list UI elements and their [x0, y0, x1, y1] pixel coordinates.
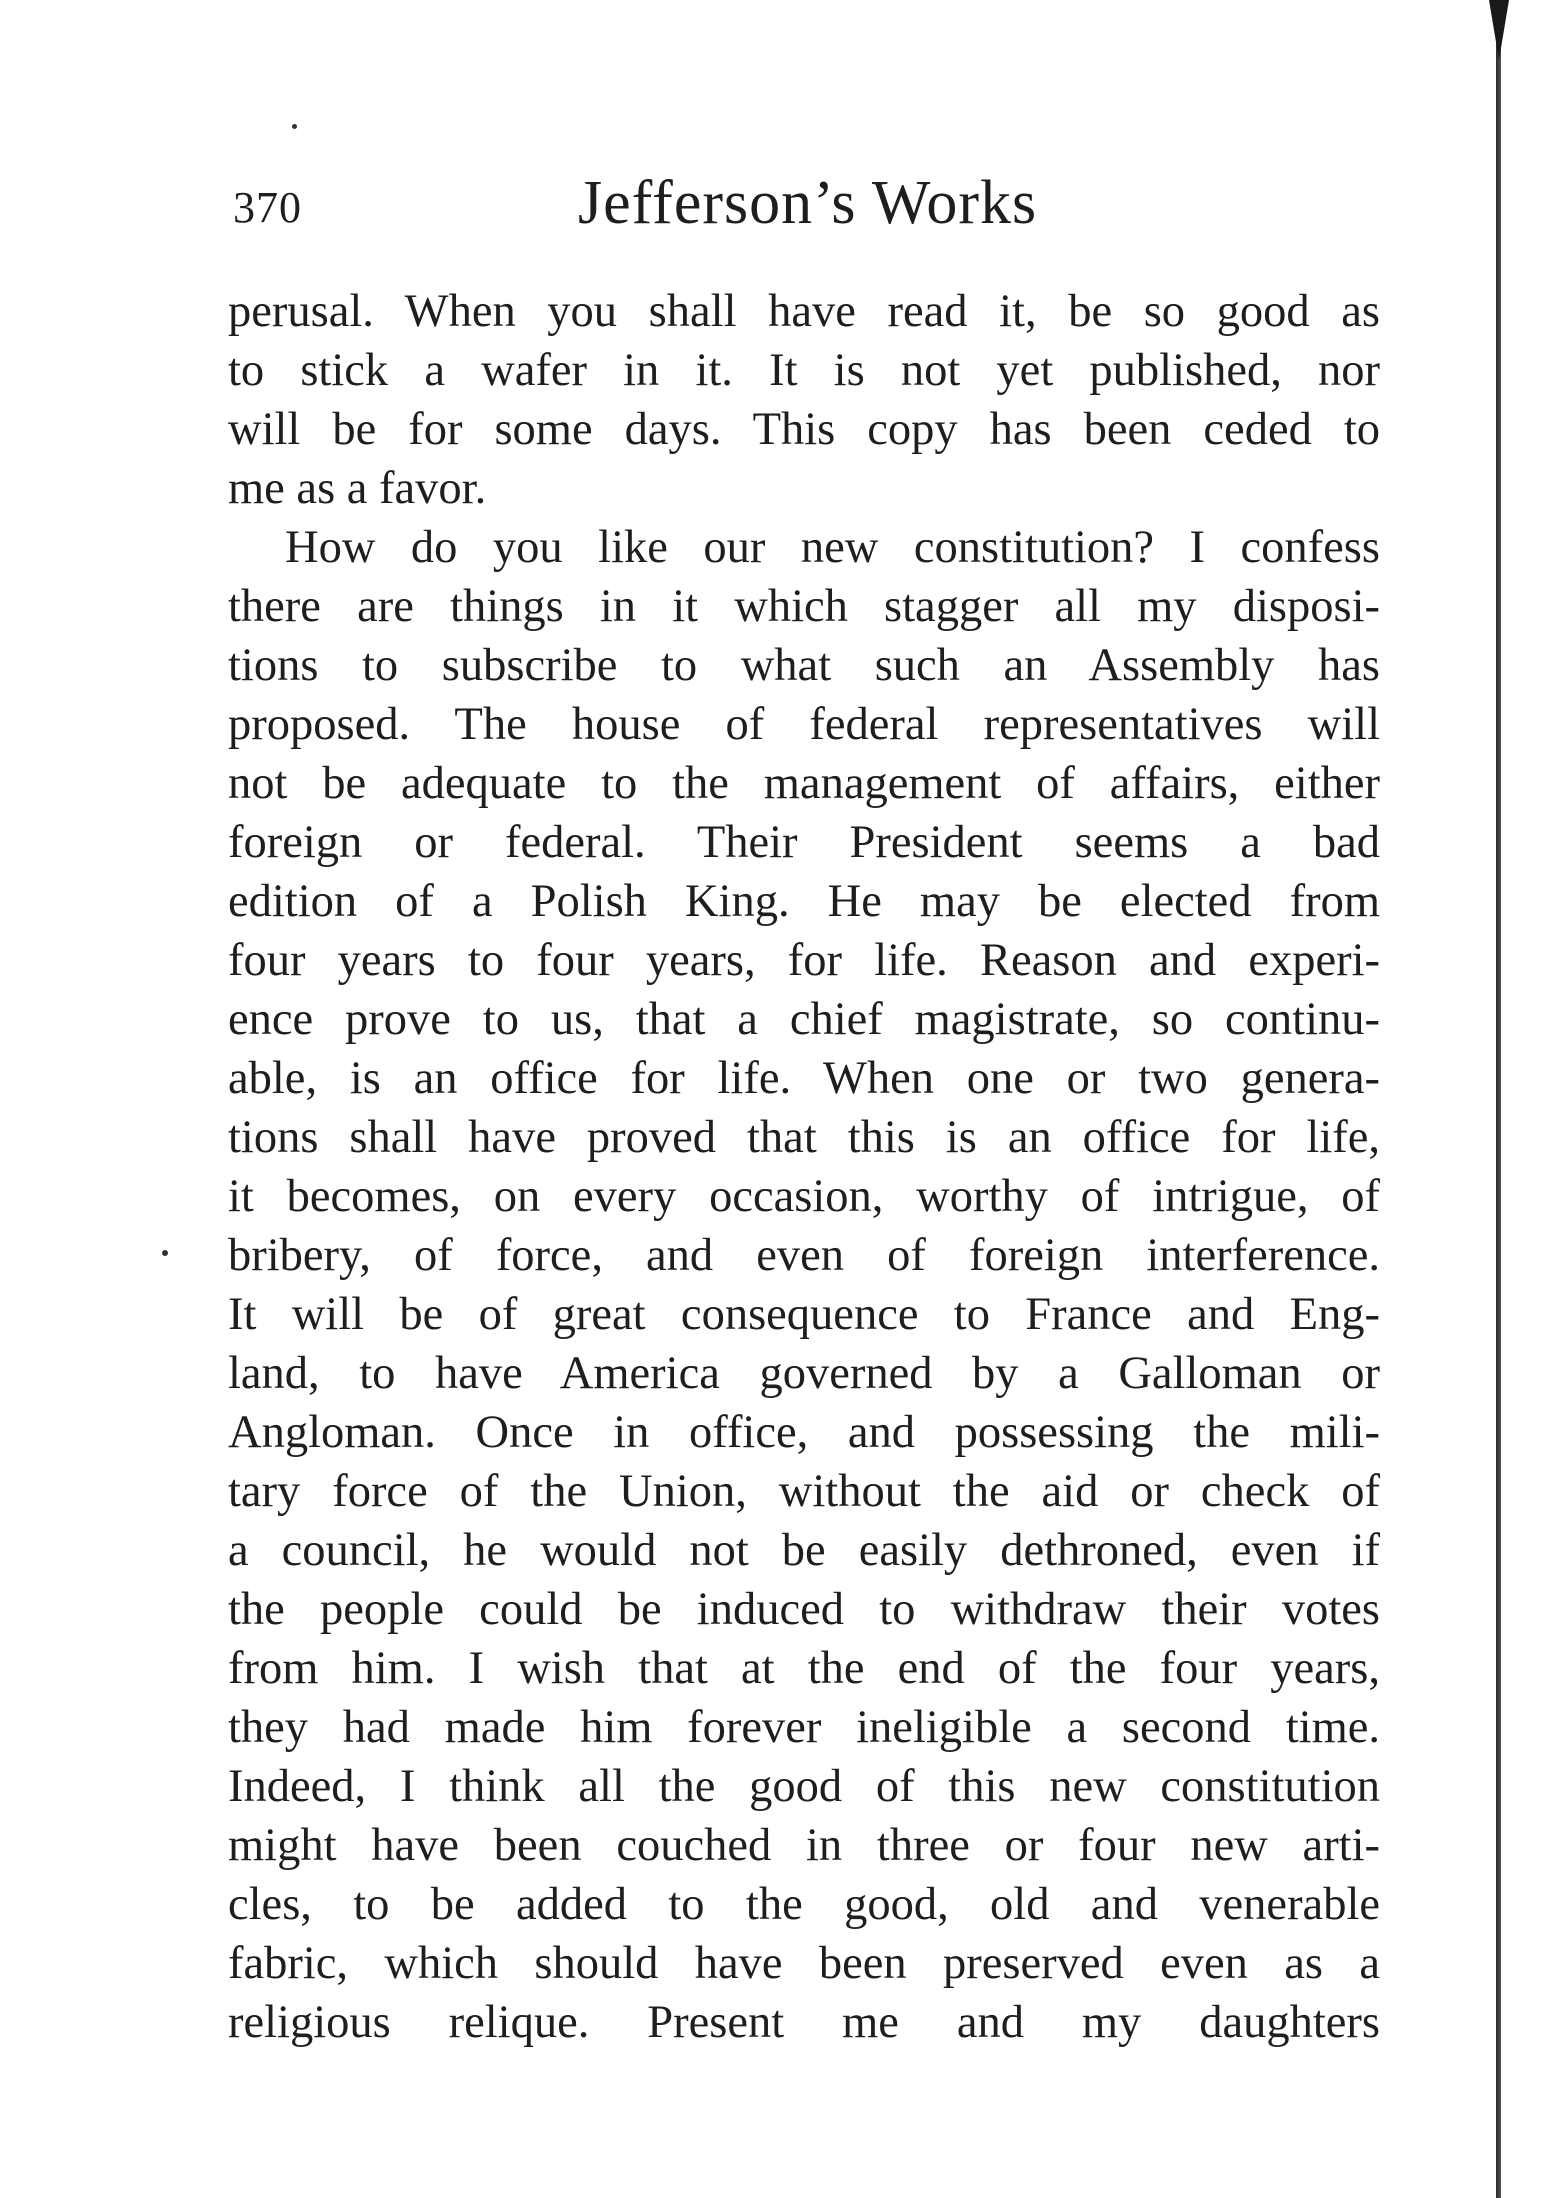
text-line: the people could be induced to withdraw their votes [228, 1584, 1380, 1635]
text-line: able, is an office for life. When one or two genera- [228, 1053, 1380, 1104]
text-line: perusal. When you shall have read it, be so good as [228, 286, 1380, 337]
running-head: Jefferson’s Works [578, 169, 1038, 237]
text-line: there are things in it which stagger all my disposi- [228, 581, 1380, 632]
text-line: Angloman. Once in office, and possessing the mili- [228, 1407, 1380, 1458]
text-line: cles, to be added to the good, old and venerable [228, 1879, 1380, 1930]
text-line: ence prove to us, that a chief magistrate, so continu- [228, 994, 1380, 1045]
text-line: proposed. The house of federal representatives will [228, 699, 1380, 750]
page-number: 370 [233, 183, 302, 232]
text-line: not be adequate to the management of affairs, either [228, 758, 1380, 809]
text-line: edition of a Polish King. He may be elected from [228, 876, 1380, 927]
text-line: me as a favor. [228, 463, 487, 514]
text-line: fabric, which should have been preserved even as a [228, 1938, 1380, 1989]
text-line: Indeed, I think all the good of this new constitution [228, 1761, 1380, 1812]
text-line: from him. I wish that at the end of the four years, [228, 1643, 1380, 1694]
text-line: religious relique. Present me and my daughters [228, 1997, 1380, 2048]
text-line: it becomes, on every occasion, worthy of intrigue, of [228, 1171, 1380, 1222]
text-line: to stick a wafer in it. It is not yet published, nor [228, 345, 1380, 396]
text-line: land, to have America governed by a Galloman or [228, 1348, 1380, 1399]
text-line: four years to four years, for life. Reason and experi- [228, 935, 1380, 986]
paragraph-first-line: How do you like our new constitution? I confess [285, 522, 1380, 573]
text-line: tary force of the Union, without the aid or check of [228, 1466, 1380, 1517]
body-text [228, 282, 1380, 2052]
page-binding-edge [1496, 0, 1501, 2198]
scan-speck [162, 1250, 168, 1256]
text-line: It will be of great consequence to France and Eng- [228, 1289, 1380, 1340]
text-line: tions shall have proved that this is an office for life, [228, 1112, 1380, 1163]
text-line: they had made him forever ineligible a second time. [228, 1702, 1380, 1753]
text-line: will be for some days. This copy has been ceded to [228, 404, 1380, 455]
text-line: foreign or federal. Their President seems a bad [228, 817, 1380, 868]
scan-speck [292, 124, 297, 129]
text-line: a council, he would not be easily dethroned, even if [228, 1525, 1380, 1576]
page-binding-notch [1489, 0, 1509, 60]
page-header [233, 168, 1383, 238]
text-line: might have been couched in three or four new arti- [228, 1820, 1380, 1871]
text-line: tions to subscribe to what such an Assembly has [228, 640, 1380, 691]
text-line: bribery, of force, and even of foreign interference. [228, 1230, 1380, 1281]
